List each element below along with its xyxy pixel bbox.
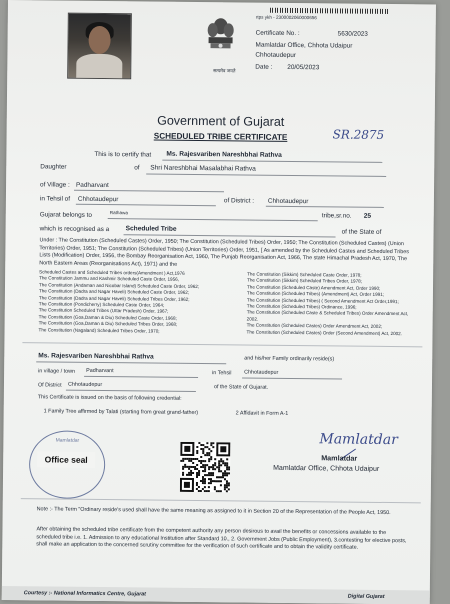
reference-number: rtps ykh - 2300002060000656 — [255, 14, 317, 21]
certificate-no-value: 5630/2023 — [337, 30, 368, 38]
residence-village-value: Padharvant — [86, 367, 114, 375]
order-item: The Constitution (Scheduled Tribes) Ordinance, 1996; — [246, 303, 357, 310]
belongs-label: Gujarat belongs to — [39, 211, 93, 219]
district-label: of District : — [223, 197, 255, 205]
order-item: The Constitution (Dadra and Nagar Haveli) Scheduled Tribes Order, 1962; — [38, 294, 190, 302]
under-orders-text: Under : The Constitution (Scheduled Castes) Order, 1950; The Constitution (Scheduled Tribes) Order, 1950; The Constitution (Scheduled Castes) (Union Territories) Order, 1951; The Constitution (Scheduled Tribes) (Union Territories) Order, 1951, [ As amended by the Scheduled Castes and Scheduled Tribes Lists (Modification) Order, 1956, the Bombay Reorganisation Act, 1960, The Punjab Reorganisation Act, 1966, The state Himachal Pradesh Act, 1970, The North Eastern Areas (Reorganisations Act), 1971) and the — [39, 237, 409, 268]
order-item: The Constitution (Nagaland) Scheduled Tribes Order, 1970; — [38, 326, 160, 334]
order-item: The Constitution (Scheduled Caste) Amendment Act, Order 1990; — [246, 284, 381, 291]
order-item: The Constitution (Andaman and Nicobar Island) Scheduled Caste Order, 1962; — [38, 282, 200, 289]
state-emblem-icon — [202, 16, 239, 68]
footer-bar — [2, 586, 430, 604]
applicant-photo — [67, 13, 132, 80]
footer-courtesy: Courtesy :- National Informatics Centre, Gujarat — [23, 590, 147, 598]
residence-tehsil-value: Chhotaudepur — [244, 369, 279, 376]
order-item: The Constitution (Sikkim) Scheduled Caste Order, 1978; — [247, 271, 362, 278]
residence-district-value: Chhotaudepur — [67, 381, 103, 389]
order-item: The Constitution Jammu and Kashmir Scheduled Caste Order, 1956, — [39, 275, 180, 283]
recognised-label: which is recognised as a — [39, 225, 110, 234]
office-name: Mamlatdar Office, Chhota Udaipur — [255, 41, 353, 50]
state-label: of the State of — [341, 228, 382, 236]
certificate-no-label: Certificate No. : — [255, 29, 300, 38]
handwritten-reference: SR.2875 — [332, 127, 385, 142]
signatory-office: Mamlatdar Office, Chhota Udaipur — [273, 464, 380, 473]
tribe-name: Rathawa — [109, 210, 128, 216]
father-name: Shri Nareshbhai Masalabhai Rathva — [150, 164, 256, 173]
village-value: Padharvant — [76, 181, 109, 190]
basis-item-2: 2 Affidavit in Form A-1 — [235, 410, 289, 417]
date-label: Date : — [255, 63, 273, 71]
basis-intro: This Certificate is issued on the basis of following credential: — [37, 394, 182, 402]
government-title: Government of Gujarat — [157, 113, 285, 129]
note-ordinary-reside: Note :- The Term "Ordinary reside's used shall have the same meaning as assigned to it in Section 20 of the Representation of the People Act, 1950. — [36, 506, 391, 517]
order-item: The Constitution (Scheduled Caste & Scheduled Tribes) Order Amendment Act, 2002. — [246, 309, 409, 322]
order-item: The Constitution (Scheduled Castes) Order (Second Amendment) Act, 2002. — [246, 329, 403, 336]
residence-village-label: in village / town — [38, 368, 76, 375]
signatory-title: Mamlatdar — [321, 453, 358, 463]
order-item: The Constitution (Goa,Daman & Diu) Scheduled Caste Order, 1968; — [38, 314, 177, 321]
order-item: The Constitution (Scheduled Tribes) ( Second Amendment Act Order,1991; — [246, 297, 399, 304]
order-item: The Constitution (Scheduled Castes) Order Amendment Act, 2002; — [246, 322, 383, 330]
order-item: The Constitution (Scheduled Tribes) (Amendment) Act, Order 1991; — [246, 290, 385, 298]
residence-tehsil-label: in Tehsil — [212, 370, 232, 377]
certificate-title: SCHEDULED TRIBE CERTIFICATE — [153, 131, 288, 142]
certify-intro: This is to certify that — [94, 150, 152, 159]
residence-state-label: of the State of Gujarat. — [213, 384, 269, 391]
recognised-value: Scheduled Tribe — [125, 225, 177, 233]
seal-ring-text: Mamlatdar — [55, 437, 80, 444]
order-item: The Constitution (Pondicherry) Scheduled Caste Order, 1964; — [38, 301, 165, 308]
qr-code — [180, 442, 231, 493]
office-location: Chhotaudepur — [255, 51, 296, 60]
relation-label: Daughter — [40, 163, 67, 171]
resident-name: Ms. Rajesvariben Nareshbhai Rathva — [38, 352, 154, 361]
date-value: 20/05/2023 — [287, 63, 320, 72]
note-scrutiny: After obtaining the scheduled tribe certificate from the competent authority any person desirous to avail the benefits or concessions available to the scheduled tribe i.e. 1. Admission to any educational Institution after Standard 10., 2. Government Jobs (Public Employment), 3.contesting for elective posts, shall make an application to the concerned scrutiny committee for the verification of such certificate and to obtain the validity certificate. — [36, 526, 407, 551]
residence-district-label: Of District — [37, 382, 62, 389]
applicant-name: Ms. Rajesvariben Nareshbhai Rathva — [166, 150, 282, 159]
district-value: Chhotaudepur — [267, 197, 309, 206]
tribe-sr-value: 25 — [363, 212, 372, 220]
order-item: The Constitution Scheduled Tribes (Uttar Pradesh) Order, 1967; — [38, 307, 169, 315]
tehsil-label: in Tehsil of — [39, 195, 71, 203]
tribe-sr-label: tribe,sr.no. — [321, 212, 352, 220]
certificate-page — [2, 0, 436, 604]
ordinarily-reside-label: and his/her Family ordinarily reside(s) — [244, 355, 335, 363]
order-item: The Constitution (Goa,Daman & Diu) Scheduled Tribes Order, 1968; — [38, 320, 178, 328]
emblem-motto: सत्यमेव जयते — [213, 68, 236, 74]
signature: Mamlatdar — [319, 431, 398, 449]
tehsil-value: Chhotaudepur — [77, 195, 119, 204]
orders-right-column — [246, 272, 415, 338]
orders-left-column — [39, 269, 220, 335]
basis-item-1: 1 Family Tree affirmed by Talati (starting from great grand-father) — [43, 408, 199, 417]
footer-brand: Digital Gujarat — [347, 593, 385, 600]
of-label: of — [134, 164, 140, 172]
order-item: The Constitution (Dadra and Nagar Haveli) Scheduled Caste Order, 1962; — [38, 288, 190, 296]
office-seal-label: Office seal — [37, 451, 95, 468]
order-item: The Constitution (Sikkim) Scheduled Tribes Order, 1978; — [247, 277, 363, 285]
barcode — [270, 8, 390, 14]
order-item: Scheduled Castes and Scheduled Tribes orders(Amendment ) Act,1976 — [39, 269, 185, 276]
village-label: of Village : — [40, 181, 70, 189]
